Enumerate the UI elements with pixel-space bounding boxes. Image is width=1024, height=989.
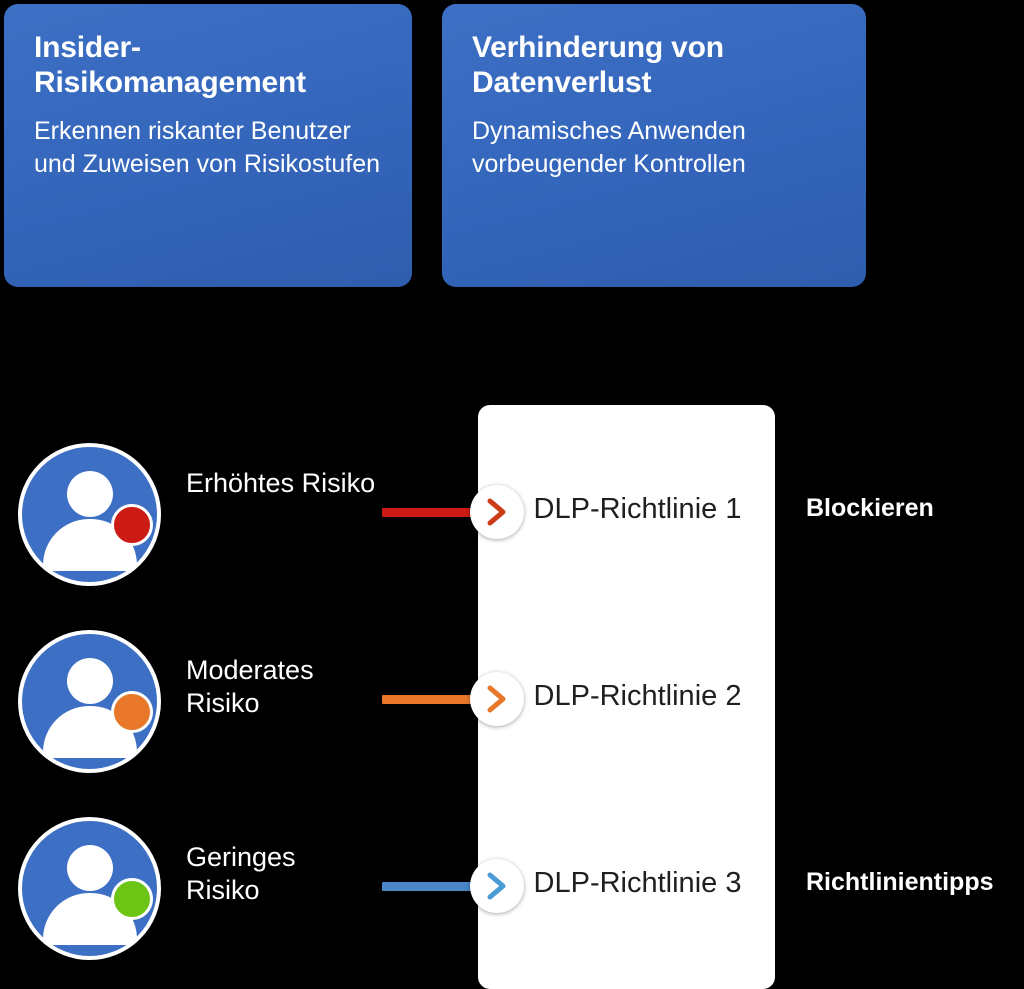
risk-row	[0, 779, 1024, 989]
risk-status-dot	[111, 504, 153, 546]
risk-row	[0, 405, 1024, 615]
chevron-right-icon	[470, 859, 524, 913]
risk-status-dot	[111, 691, 153, 733]
action-label: Blockieren	[806, 494, 934, 522]
user-avatar-icon	[18, 630, 161, 773]
chevron-right-icon	[470, 485, 524, 539]
user-avatar-icon	[18, 443, 161, 586]
card-title: Insider-Risikomanagement	[34, 31, 306, 100]
risk-level-label: Erhöhtes Risiko	[186, 468, 376, 498]
risk-level-label: Geringes Risiko	[186, 842, 296, 906]
card-insider-risk-management	[4, 4, 412, 287]
card-body: Erkennen riskanter Benutzer und Zuweisen von Risikostufen	[34, 116, 381, 179]
avatar-head	[67, 658, 113, 704]
dlp-policy-label: DLP-Richtlinie 2	[533, 680, 742, 713]
card-body: Dynamisches Anwenden vorbeugender Kontrollen	[472, 116, 746, 179]
action-label: Richtlinientipps	[806, 868, 994, 896]
risk-row	[0, 592, 1024, 802]
card-data-loss-prevention	[442, 4, 866, 287]
risk-status-dot	[111, 878, 153, 920]
dlp-policy-label: DLP-Richtlinie 3	[533, 867, 742, 900]
avatar-head	[67, 845, 113, 891]
dlp-policy-label: DLP-Richtlinie 1	[533, 493, 742, 526]
avatar-head	[67, 471, 113, 517]
chevron-right-icon	[470, 672, 524, 726]
card-title: Verhinderung von Datenverlust	[472, 31, 724, 100]
risk-level-label: Moderates Risiko	[186, 655, 314, 719]
user-avatar-icon	[18, 817, 161, 960]
